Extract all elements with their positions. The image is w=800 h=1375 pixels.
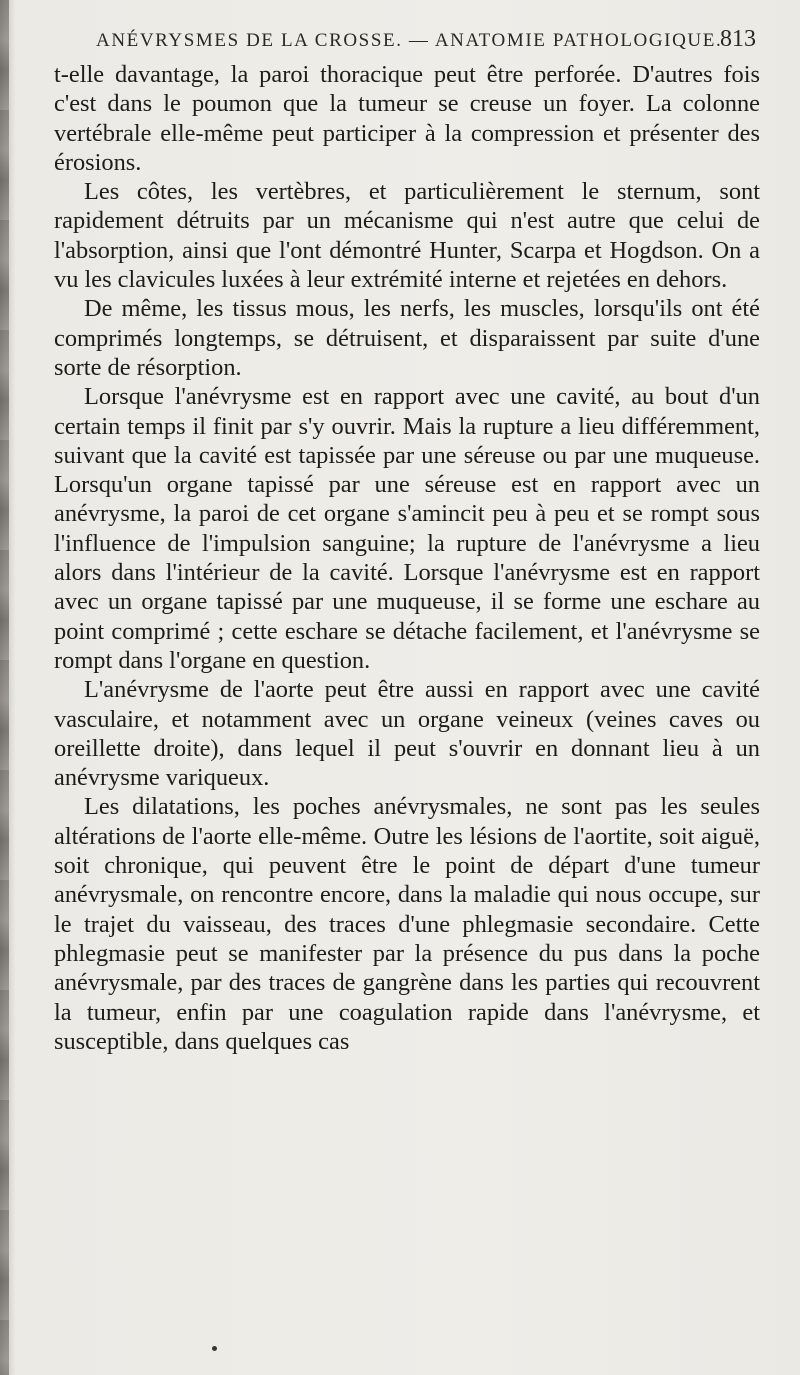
print-speck [212,1346,217,1351]
paragraph-vascular-cavity: L'anévrysme de l'aorte peut être aussi en rapport avec une cavité vasculaire, et notamment avec un organe veineux (veines caves ou oreillette droite), dans lequel il peut s'ouvrir en donnant lieu à un anévrysme variqueux. [54,676,760,792]
page-number: 813 [720,26,756,52]
paragraph-rupture-cavity: Lorsque l'anévrysme est en rapport avec une cavité, au bout d'un certain temps il finit par s'y ouvrir. Mais la rupture a lieu différemment, suivant que la cavité est tapissée par une séreuse ou par une muqueuse. Lorsqu'un organe tapissé par une séreuse est en rapport avec un anévrysme, la paroi de cet organe s'amincit peu à peu et se rompt sous l'influence de l'impulsion sanguine; la rupture de l'anévrysme a lieu alors dans l'intérieur de la cavité. Lorsque l'anévrysme est en rapport avec un organe tapissé par une muqueuse, il se forme une eschare au point comprimé ; cette eschare se détache facilement, et l'anévrysme se rompt dans l'organe en question. [54,383,760,674]
running-title: ANÉVRYSMES DE LA CROSSE. — ANATOMIE PATHOLOGIQUE. [96,30,723,51]
paragraph-continuation: t-elle davantage, la paroi thoracique peut être perforée. D'autres fois c'est dans le poumon que la tumeur se creuse un foyer. La colonne vertébrale elle-même peut participer à la compression et présenter des érosions. [54,61,760,176]
paragraph-soft-tissues: De même, les tissus mous, les nerfs, les muscles, lorsqu'ils ont été comprimés longtemps, se détruisent, et disparaissent par suite d'une sorte de résorption. [54,295,760,381]
page-header [96,26,756,62]
paragraph-bone-destruction: Les côtes, les vertèbres, et particulièrement le sternum, sont rapidement détruits par un mécanisme qui n'est autre que celui de l'absorption, ainsi que l'ont démontré Hunter, Scarpa et Hogdson. On a vu les clavicules luxées à leur extrémité interne et rejetées en dehors. [54,178,760,294]
paragraph-aorta-alterations: Les dilatations, les poches anévrysmales, ne sont pas les seules altérations de l'aorte elle-même. Outre les lésions de l'aortite, soit aiguë, soit chronique, qui peuvent être le point de départ d'une tumeur anévrysmale, on rencontre encore, dans la maladie qui nous occupe, sur le trajet du vaisseau, des traces d'une phlegmasie secondaire. Cette phlegmasie peut se manifester par la présence du pus dans la poche anévrysmale, par des traces de gangrène dans les parties qui recouvrent la tumeur, enfin par une coagulation rapide dans l'anévrysme, et susceptible, dans quelques cas [54,793,760,1055]
body-text [54,60,760,1056]
book-binding-edge [0,0,9,1375]
